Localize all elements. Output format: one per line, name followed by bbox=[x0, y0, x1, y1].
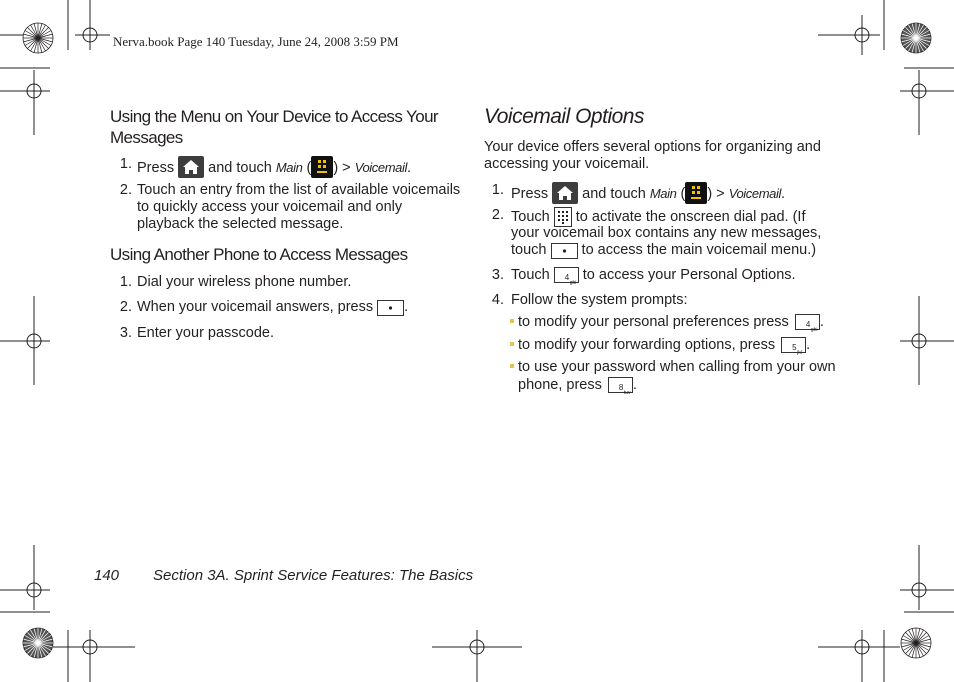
key-4-icon: 4 ghi bbox=[554, 267, 579, 283]
main-menu-icon bbox=[311, 156, 333, 178]
section-heading-menu-access: Using the Menu on Your Device to Access Your Messages bbox=[110, 107, 438, 147]
bullet-icon bbox=[510, 342, 514, 346]
keypad-icon bbox=[554, 207, 572, 227]
page-number: 140 bbox=[94, 567, 120, 584]
home-icon bbox=[178, 156, 204, 178]
key-4-icon: 4 ghi bbox=[795, 314, 820, 330]
home-icon bbox=[552, 182, 578, 204]
footer-section-title: Section 3A. Sprint Service Features: The Basics bbox=[153, 567, 474, 584]
intro-paragraph: Your device offers several options for organizing and accessing your voicemail. bbox=[484, 139, 821, 172]
key-5-icon: 5 jkl bbox=[781, 337, 806, 353]
key-8-icon: 8 tuv bbox=[608, 377, 633, 393]
main-menu-icon bbox=[685, 182, 707, 204]
bullet-icon bbox=[510, 364, 514, 368]
section-heading-another-phone: Using Another Phone to Access Messages bbox=[110, 245, 408, 264]
star-key-icon bbox=[551, 243, 578, 259]
bullet-icon bbox=[510, 319, 514, 323]
star-key-icon bbox=[377, 300, 404, 316]
print-header: Nerva.book Page 140 Tuesday, June 24, 2008 3:59 PM bbox=[113, 34, 399, 49]
section-title-voicemail-options: Voicemail Options bbox=[484, 105, 644, 128]
